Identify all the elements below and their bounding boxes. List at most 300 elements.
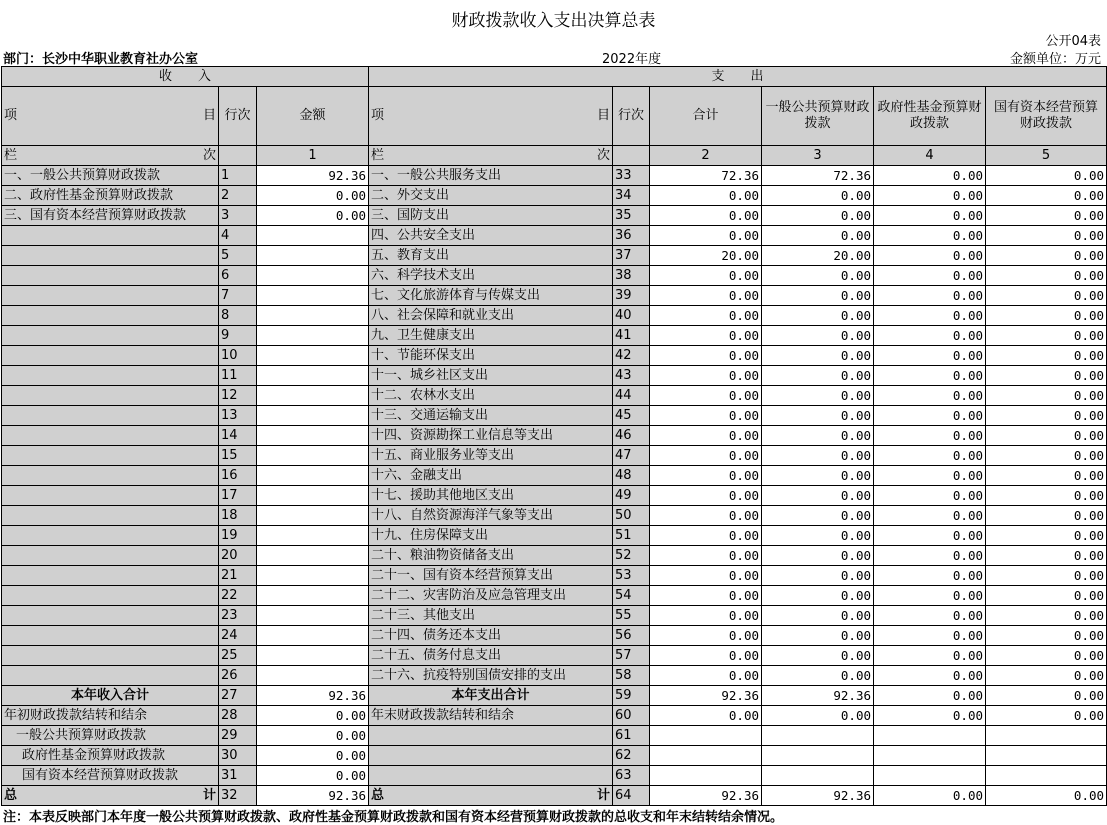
row-no: 31 (219, 766, 257, 786)
expense-gov-fund: 0.00 (874, 606, 986, 626)
end-balance-label: 年末财政拨款结转和结余 (369, 706, 613, 726)
row-no: 61 (613, 726, 650, 746)
expense-total: 0.00 (650, 226, 762, 246)
table-row (2, 406, 1107, 426)
row-no: 56 (613, 626, 650, 646)
end-balance-state-capital: 0.00 (986, 706, 1107, 726)
col-number-4: 4 (874, 146, 986, 166)
row-no: 19 (219, 526, 257, 546)
col-number-1: 1 (257, 146, 369, 166)
income-total-label: 本年收入合计 (2, 686, 219, 706)
row-no: 34 (613, 186, 650, 206)
expense-general: 0.00 (762, 446, 874, 466)
expense-item: 十二、农林水支出 (369, 386, 613, 406)
row-no: 62 (613, 746, 650, 766)
blank-cell (762, 766, 874, 786)
expense-general: 20.00 (762, 246, 874, 266)
income-item (2, 366, 219, 386)
grand-total-general: 92.36 (762, 786, 874, 806)
row-no: 40 (613, 306, 650, 326)
total-row (2, 686, 1107, 706)
row-no: 43 (613, 366, 650, 386)
expense-total-amount: 92.36 (650, 686, 762, 706)
expense-general: 0.00 (762, 606, 874, 626)
income-item (2, 226, 219, 246)
row-no: 54 (613, 586, 650, 606)
table-row (2, 526, 1107, 546)
expense-state-capital: 0.00 (986, 266, 1107, 286)
expense-general: 0.00 (762, 666, 874, 686)
grand-total-expense-label: 总 计 (369, 786, 613, 806)
table-row (2, 166, 1107, 186)
income-item (2, 626, 219, 646)
expense-gov-fund: 0.00 (874, 566, 986, 586)
end-balance-total: 0.00 (650, 706, 762, 726)
row-no: 53 (613, 566, 650, 586)
income-item (2, 286, 219, 306)
income-amount (257, 626, 369, 646)
expense-gov-fund: 0.00 (874, 366, 986, 386)
row-no: 18 (219, 506, 257, 526)
expense-state-capital: 0.00 (986, 286, 1107, 306)
income-item: 一、一般公共预算财政拨款 (2, 166, 219, 186)
row-no: 4 (219, 226, 257, 246)
expense-total: 0.00 (650, 586, 762, 606)
end-balance-general: 0.00 (762, 706, 874, 726)
income-amount (257, 506, 369, 526)
table-row (2, 286, 1107, 306)
expense-state-capital: 0.00 (986, 546, 1107, 566)
expense-total: 0.00 (650, 266, 762, 286)
income-amount (257, 446, 369, 466)
expense-total: 0.00 (650, 466, 762, 486)
expense-general: 0.00 (762, 386, 874, 406)
income-item (2, 486, 219, 506)
col-number-5: 5 (986, 146, 1107, 166)
income-item (2, 506, 219, 526)
table-row (2, 446, 1107, 466)
table-row (2, 666, 1107, 686)
sub-state-capital-label: 国有资本经营预算财政拨款 (2, 766, 219, 786)
expense-total-label: 本年支出合计 (369, 686, 613, 706)
expense-total-gov-fund: 0.00 (874, 686, 986, 706)
expense-state-capital: 0.00 (986, 186, 1107, 206)
table-row (2, 606, 1107, 626)
expense-item: 七、文化旅游体育与传媒支出 (369, 286, 613, 306)
row-no: 48 (613, 466, 650, 486)
expense-total-general: 92.36 (762, 686, 874, 706)
table-row (2, 326, 1107, 346)
budget-table (1, 66, 1107, 806)
row-no: 60 (613, 706, 650, 726)
row-no: 51 (613, 526, 650, 546)
income-item (2, 306, 219, 326)
table-row (2, 366, 1107, 386)
expense-total: 0.00 (650, 406, 762, 426)
expense-state-capital: 0.00 (986, 586, 1107, 606)
form-number: 公开04表 (1045, 34, 1101, 49)
row-no: 9 (219, 326, 257, 346)
expense-total: 0.00 (650, 666, 762, 686)
expense-general: 0.00 (762, 346, 874, 366)
expense-gov-fund: 0.00 (874, 666, 986, 686)
blank-cell (874, 746, 986, 766)
expense-gov-fund: 0.00 (874, 466, 986, 486)
carryover-sub-row (2, 726, 1107, 746)
expense-gov-fund: 0.00 (874, 546, 986, 566)
expense-total: 0.00 (650, 566, 762, 586)
expense-total: 0.00 (650, 526, 762, 546)
expense-general: 72.36 (762, 166, 874, 186)
expense-state-capital: 0.00 (986, 466, 1107, 486)
table-row (2, 306, 1107, 326)
row-no: 42 (613, 346, 650, 366)
department-label: 部门：长沙中华职业教育社办公室 (3, 52, 199, 67)
end-balance-gov-fund: 0.00 (874, 706, 986, 726)
income-row-no-header: 行次 (219, 87, 257, 146)
total-header: 合计 (650, 87, 762, 146)
row-no: 58 (613, 666, 650, 686)
expense-item: 十九、住房保障支出 (369, 526, 613, 546)
income-item (2, 266, 219, 286)
expense-state-capital: 0.00 (986, 246, 1107, 266)
expense-general: 0.00 (762, 486, 874, 506)
expense-state-capital: 0.00 (986, 666, 1107, 686)
row-no: 15 (219, 446, 257, 466)
income-amount (257, 266, 369, 286)
expense-item: 二十三、其他支出 (369, 606, 613, 626)
expense-general: 0.00 (762, 566, 874, 586)
expense-total: 72.36 (650, 166, 762, 186)
expense-item: 十六、金融支出 (369, 466, 613, 486)
table-row (2, 186, 1107, 206)
blank-cell (650, 746, 762, 766)
expense-gov-fund: 0.00 (874, 446, 986, 466)
row-no: 49 (613, 486, 650, 506)
row-no: 25 (219, 646, 257, 666)
table-row (2, 486, 1107, 506)
blank-cell (650, 726, 762, 746)
expense-total: 0.00 (650, 186, 762, 206)
table-row (2, 246, 1107, 266)
expense-total: 0.00 (650, 646, 762, 666)
row-no: 46 (613, 426, 650, 446)
income-amount: 0.00 (257, 186, 369, 206)
row-no: 55 (613, 606, 650, 626)
expense-general: 0.00 (762, 426, 874, 446)
expense-item: 三、国防支出 (369, 206, 613, 226)
blank-cell (369, 746, 613, 766)
table-row (2, 426, 1107, 446)
expense-state-capital: 0.00 (986, 526, 1107, 546)
income-amount (257, 306, 369, 326)
income-amount (257, 226, 369, 246)
blank-cell (986, 746, 1107, 766)
col-blank (613, 146, 650, 166)
gov-fund-header: 政府性基金预算财政拨款 (874, 87, 986, 146)
row-no: 30 (219, 746, 257, 766)
col-label-left: 栏 次 (2, 146, 219, 166)
expense-general: 0.00 (762, 646, 874, 666)
row-no: 12 (219, 386, 257, 406)
income-item-header: 项 目 (2, 87, 219, 146)
general-budget-header: 一般公共预算财政拨款 (762, 87, 874, 146)
blank-cell (874, 766, 986, 786)
expense-row-no-header: 行次 (613, 87, 650, 146)
expense-gov-fund: 0.00 (874, 186, 986, 206)
expense-total: 0.00 (650, 326, 762, 346)
expense-total: 0.00 (650, 446, 762, 466)
header-row-columns (2, 87, 1107, 146)
expense-gov-fund: 0.00 (874, 526, 986, 546)
row-no: 24 (219, 626, 257, 646)
expense-gov-fund: 0.00 (874, 486, 986, 506)
income-amount (257, 386, 369, 406)
income-item (2, 326, 219, 346)
expense-item: 十三、交通运输支出 (369, 406, 613, 426)
table-row (2, 226, 1107, 246)
row-no: 44 (613, 386, 650, 406)
grand-total-state-capital: 0.00 (986, 786, 1107, 806)
expense-gov-fund: 0.00 (874, 346, 986, 366)
row-no: 57 (613, 646, 650, 666)
income-amount (257, 366, 369, 386)
row-no: 64 (613, 786, 650, 806)
expense-item: 六、科学技术支出 (369, 266, 613, 286)
expense-general: 0.00 (762, 326, 874, 346)
table-row (2, 206, 1107, 226)
income-amount: 92.36 (257, 166, 369, 186)
expense-state-capital: 0.00 (986, 446, 1107, 466)
income-amount (257, 586, 369, 606)
expense-item: 二十四、债务还本支出 (369, 626, 613, 646)
expense-gov-fund: 0.00 (874, 226, 986, 246)
grand-total-amount: 92.36 (650, 786, 762, 806)
expense-state-capital: 0.00 (986, 506, 1107, 526)
income-item (2, 426, 219, 446)
expense-gov-fund: 0.00 (874, 306, 986, 326)
grand-total-gov-fund: 0.00 (874, 786, 986, 806)
expense-gov-fund: 0.00 (874, 266, 986, 286)
income-item (2, 546, 219, 566)
income-item: 二、政府性基金预算财政拨款 (2, 186, 219, 206)
row-no: 38 (613, 266, 650, 286)
carryover-sub-row (2, 766, 1107, 786)
expense-general: 0.00 (762, 586, 874, 606)
grand-total-income-amount: 92.36 (257, 786, 369, 806)
expense-general: 0.00 (762, 306, 874, 326)
expense-general: 0.00 (762, 546, 874, 566)
row-no: 59 (613, 686, 650, 706)
expense-gov-fund: 0.00 (874, 206, 986, 226)
table-row (2, 386, 1107, 406)
expense-total: 0.00 (650, 286, 762, 306)
expense-gov-fund: 0.00 (874, 386, 986, 406)
expense-gov-fund: 0.00 (874, 246, 986, 266)
blank-cell (650, 766, 762, 786)
expense-gov-fund: 0.00 (874, 586, 986, 606)
income-amount (257, 526, 369, 546)
row-no: 11 (219, 366, 257, 386)
expense-state-capital: 0.00 (986, 226, 1107, 246)
row-no: 47 (613, 446, 650, 466)
income-amount (257, 566, 369, 586)
income-amount (257, 486, 369, 506)
income-item (2, 466, 219, 486)
income-item (2, 446, 219, 466)
blank-cell (986, 726, 1107, 746)
expense-general: 0.00 (762, 406, 874, 426)
income-amount (257, 546, 369, 566)
expense-item: 二、外交支出 (369, 186, 613, 206)
row-no: 13 (219, 406, 257, 426)
sub-gov-fund-amount: 0.00 (257, 746, 369, 766)
expense-item: 十七、援助其他地区支出 (369, 486, 613, 506)
row-no: 63 (613, 766, 650, 786)
table-row (2, 626, 1107, 646)
expense-general: 0.00 (762, 366, 874, 386)
income-item (2, 586, 219, 606)
expense-total: 0.00 (650, 206, 762, 226)
row-no: 26 (219, 666, 257, 686)
expense-general: 0.00 (762, 266, 874, 286)
expense-item: 八、社会保障和就业支出 (369, 306, 613, 326)
expense-total-state-capital: 0.00 (986, 686, 1107, 706)
expense-total: 0.00 (650, 386, 762, 406)
income-amount: 0.00 (257, 206, 369, 226)
row-no: 29 (219, 726, 257, 746)
income-item (2, 346, 219, 366)
table-row (2, 346, 1107, 366)
expense-state-capital: 0.00 (986, 326, 1107, 346)
table-row (2, 466, 1107, 486)
row-no: 37 (613, 246, 650, 266)
expense-item: 二十六、抗疫特别国债安排的支出 (369, 666, 613, 686)
expense-general: 0.00 (762, 186, 874, 206)
blank-cell (986, 766, 1107, 786)
expense-state-capital: 0.00 (986, 206, 1107, 226)
sub-general-label: 一般公共预算财政拨款 (2, 726, 219, 746)
row-no: 14 (219, 426, 257, 446)
row-no: 22 (219, 586, 257, 606)
expense-total: 0.00 (650, 506, 762, 526)
expense-total: 0.00 (650, 346, 762, 366)
income-item (2, 566, 219, 586)
income-item (2, 606, 219, 626)
col-number-3: 3 (762, 146, 874, 166)
expense-gov-fund: 0.00 (874, 646, 986, 666)
expense-item: 十八、自然资源海洋气象等支出 (369, 506, 613, 526)
amount-unit: 金额单位：万元 (1009, 52, 1101, 67)
income-item (2, 406, 219, 426)
row-no: 17 (219, 486, 257, 506)
table-row (2, 506, 1107, 526)
row-no: 45 (613, 406, 650, 426)
blank-cell (762, 746, 874, 766)
expense-item: 二十一、国有资本经营预算支出 (369, 566, 613, 586)
row-no: 33 (613, 166, 650, 186)
row-no: 50 (613, 506, 650, 526)
income-amount (257, 286, 369, 306)
header-row-column-numbers (2, 146, 1107, 166)
expense-item: 十四、资源勘探工业信息等支出 (369, 426, 613, 446)
row-no: 23 (219, 606, 257, 626)
row-no: 36 (613, 226, 650, 246)
income-amount (257, 346, 369, 366)
expense-item: 十五、商业服务业等支出 (369, 446, 613, 466)
expense-item: 九、卫生健康支出 (369, 326, 613, 346)
table-row (2, 546, 1107, 566)
table-row (2, 566, 1107, 586)
income-total-amount: 92.36 (257, 686, 369, 706)
table-row (2, 646, 1107, 666)
grand-total-income-label: 总 计 (2, 786, 219, 806)
expense-total: 0.00 (650, 366, 762, 386)
expense-item-header: 项 目 (369, 87, 613, 146)
blank-cell (369, 766, 613, 786)
expense-total: 0.00 (650, 606, 762, 626)
income-section-header: 收 入 (2, 67, 369, 87)
expense-state-capital: 0.00 (986, 606, 1107, 626)
expense-state-capital: 0.00 (986, 366, 1107, 386)
grand-total-row (2, 786, 1107, 806)
expense-total: 0.00 (650, 546, 762, 566)
expense-total: 0.00 (650, 626, 762, 646)
row-no: 21 (219, 566, 257, 586)
expense-item: 四、公共安全支出 (369, 226, 613, 246)
row-no: 20 (219, 546, 257, 566)
row-no: 32 (219, 786, 257, 806)
expense-total: 0.00 (650, 306, 762, 326)
fiscal-year: 2022年度 (602, 52, 662, 67)
expense-state-capital: 0.00 (986, 306, 1107, 326)
expense-item: 五、教育支出 (369, 246, 613, 266)
col-number-2: 2 (650, 146, 762, 166)
income-amount (257, 466, 369, 486)
expense-general: 0.00 (762, 526, 874, 546)
report-title: 财政拨款收入支出决算总表 (451, 11, 656, 31)
carryover-sub-row (2, 746, 1107, 766)
income-amount-header: 金额 (257, 87, 369, 146)
col-blank (219, 146, 257, 166)
footnote: 注：本表反映部门本年度一般公共预算财政拨款、政府性基金预算财政拨款和国有资本经营预算财政拨款的总收支和年末结转结余情况。 (3, 810, 784, 825)
table-row (2, 266, 1107, 286)
expense-item: 十、节能环保支出 (369, 346, 613, 366)
row-no: 8 (219, 306, 257, 326)
expense-item: 十一、城乡社区支出 (369, 366, 613, 386)
expense-item: 一、一般公共服务支出 (369, 166, 613, 186)
expense-total: 0.00 (650, 426, 762, 446)
row-no: 35 (613, 206, 650, 226)
expense-state-capital: 0.00 (986, 646, 1107, 666)
expense-total: 0.00 (650, 486, 762, 506)
begin-balance-label: 年初财政拨款结转和结余 (2, 706, 219, 726)
expense-general: 0.00 (762, 286, 874, 306)
row-no: 7 (219, 286, 257, 306)
blank-cell (369, 726, 613, 746)
expense-gov-fund: 0.00 (874, 166, 986, 186)
blank-cell (874, 726, 986, 746)
expense-item: 二十二、灾害防治及应急管理支出 (369, 586, 613, 606)
expense-state-capital: 0.00 (986, 486, 1107, 506)
expense-gov-fund: 0.00 (874, 326, 986, 346)
expense-item: 二十五、债务付息支出 (369, 646, 613, 666)
row-no: 27 (219, 686, 257, 706)
expense-total: 20.00 (650, 246, 762, 266)
income-amount (257, 426, 369, 446)
row-no: 5 (219, 246, 257, 266)
expense-gov-fund: 0.00 (874, 426, 986, 446)
